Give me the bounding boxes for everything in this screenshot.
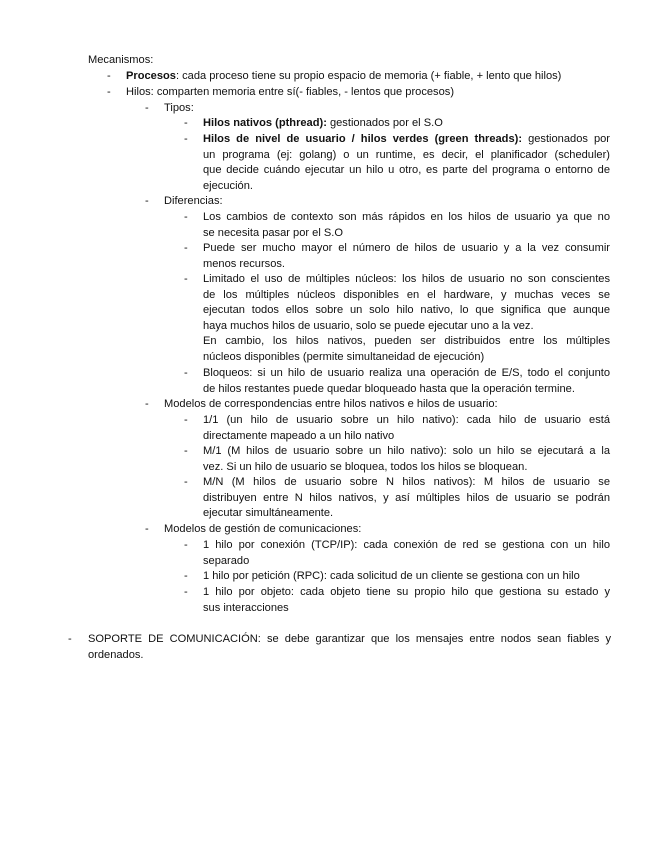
section-heading: Mecanismos:: [88, 54, 154, 66]
list-bullet: -: [184, 117, 188, 129]
list-bullet: -: [184, 570, 188, 582]
text-line: [203, 132, 610, 148]
text-line: Limitado el uso de múltiples núcleos: los hilos de usuario no son conscientes: [203, 273, 610, 285]
text-line: sus interacciones: [203, 601, 289, 614]
text-line: 1/1 (un hilo de usuario sobre un hilo nativo): cada hilo de usuario está: [203, 414, 610, 426]
list-item-modelo: [203, 444, 610, 475]
text-line: separado: [203, 554, 250, 567]
text-line: Puede ser mucho mayor el número de hilos de usuario y a la vez consumir: [203, 242, 610, 254]
list-bullet: -: [68, 633, 72, 645]
list-item-modelo: [203, 413, 610, 444]
list-bullet: -: [184, 273, 188, 285]
procesos-term: Procesos: [126, 70, 176, 82]
hilos-usuario-term: Hilos de nivel de usuario / hilos verdes (green threads):: [203, 133, 523, 145]
list-bullet: -: [107, 70, 111, 82]
text-line: Bloqueos: si un hilo de usuario realiza una operación de E/S, todo el conjunto: [203, 367, 610, 379]
list-item-hilos: Hilos: comparten memoria entre sí(- fiables, - lentos que procesos): [126, 86, 455, 98]
hilos-usuario-desc: gestionados por: [522, 133, 610, 145]
list-bullet: -: [184, 367, 188, 379]
text-line: 1 hilo por objeto: cada objeto tiene su propio hilo que gestiona su estado y: [203, 586, 610, 598]
modelos-gestion-title: Modelos de gestión de comunicaciones:: [164, 523, 362, 535]
list-item-diferencia: [203, 241, 610, 272]
text-line: ordenados.: [88, 648, 144, 661]
diferencias-title: Diferencias:: [164, 195, 223, 207]
list-item-gestion: 1 hilo por petición (RPC): cada solicitud de un cliente se gestiona con un hilo: [203, 570, 580, 582]
list-item-diferencia: [203, 366, 610, 397]
text-line: M/1 (M hilos de usuario sobre un hilo nativo): solo un hilo se ejecutará a la: [203, 445, 610, 457]
text-line: distribuyen entre N hilos nativos, y así múltiples hilos de usuario se podrán: [203, 491, 610, 504]
list-bullet: -: [184, 539, 188, 551]
text-line: ejecutar simultáneamente.: [203, 507, 334, 520]
list-item-procesos: [126, 69, 561, 85]
list-item-hilos-usuario: [203, 132, 610, 194]
list-item-modelo: [203, 475, 610, 522]
list-bullet: -: [184, 445, 188, 457]
list-item-gestion: [203, 538, 610, 569]
tipos-title: Tipos:: [164, 102, 194, 114]
list-bullet: -: [145, 102, 149, 114]
list-bullet: -: [184, 586, 188, 598]
list-bullet: -: [184, 133, 188, 145]
text-line: un programa (ej: golang) o un runtime, es decir, el planificador (scheduler): [203, 148, 610, 161]
list-bullet: -: [184, 211, 188, 223]
list-item-diferencia: [203, 272, 610, 366]
text-line: de hilos restantes puede quedar bloqueado hasta que la operación termine.: [203, 382, 575, 395]
text-line: ejecutan todos ellos sobre un solo hilo nativo, lo que significa que aunque: [203, 304, 610, 317]
procesos-desc: : cada proceso tiene su propio espacio de memoria (+ fiable, + lento que hilos): [175, 70, 562, 82]
list-item-hilos-nativos: [203, 116, 443, 132]
text-line: Los cambios de contexto son más rápidos en los hilos de usuario ya que no: [203, 211, 610, 223]
list-bullet: -: [145, 195, 149, 207]
text-line: 1 hilo por conexión (TCP/IP): cada conexión de red se gestiona con un hilo: [203, 539, 610, 551]
list-item-diferencia: [203, 210, 610, 241]
list-item-soporte: [88, 632, 611, 663]
list-bullet: -: [145, 398, 149, 410]
list-bullet: -: [184, 242, 188, 254]
list-item-gestion: [203, 585, 610, 616]
hilos-nativos-term: Hilos nativos (pthread):: [203, 117, 327, 129]
text-line: ejecución.: [203, 179, 253, 192]
modelos-correspondencias-title: Modelos de correspondencias entre hilos nativos e hilos de usuario:: [164, 398, 498, 410]
text-line: que decide cuándo ejecutar un hilo u otro, es parte del programa o entorno de: [203, 164, 610, 177]
list-bullet: -: [145, 523, 149, 535]
text-line: núcleos disponibles (permite simultaneidad de ejecución): [203, 350, 485, 363]
text-line: se necesita pasar por el S.O: [203, 226, 343, 239]
hilos-nativos-desc: gestionados por el S.O: [326, 117, 443, 129]
text-line: En cambio, los hilos nativos, pueden ser distribuidos entre los múltiples: [203, 335, 610, 348]
text-line: menos recursos.: [203, 257, 286, 270]
text-line: haya muchos hilos de usuario, solo se puede ejecutar uno a la vez.: [203, 319, 534, 332]
list-bullet: -: [184, 476, 188, 488]
text-line: directamente mapeado a un hilo nativo: [203, 429, 395, 442]
text-line: vez. Si un hilo de usuario se bloquea, todos los hilos se bloquean.: [203, 460, 528, 473]
text-line: de los múltiples núcleos disponibles en el hardware, y muchas veces se: [203, 288, 610, 301]
text-line: M/N (M hilos de usuario sobre N hilos nativos): M hilos de usuario se: [203, 476, 610, 488]
text-line: SOPORTE DE COMUNICACIÓN: se debe garantizar que los mensajes entre nodos sean fiables y: [88, 633, 611, 645]
list-bullet: -: [184, 414, 188, 426]
list-bullet: -: [107, 86, 111, 98]
